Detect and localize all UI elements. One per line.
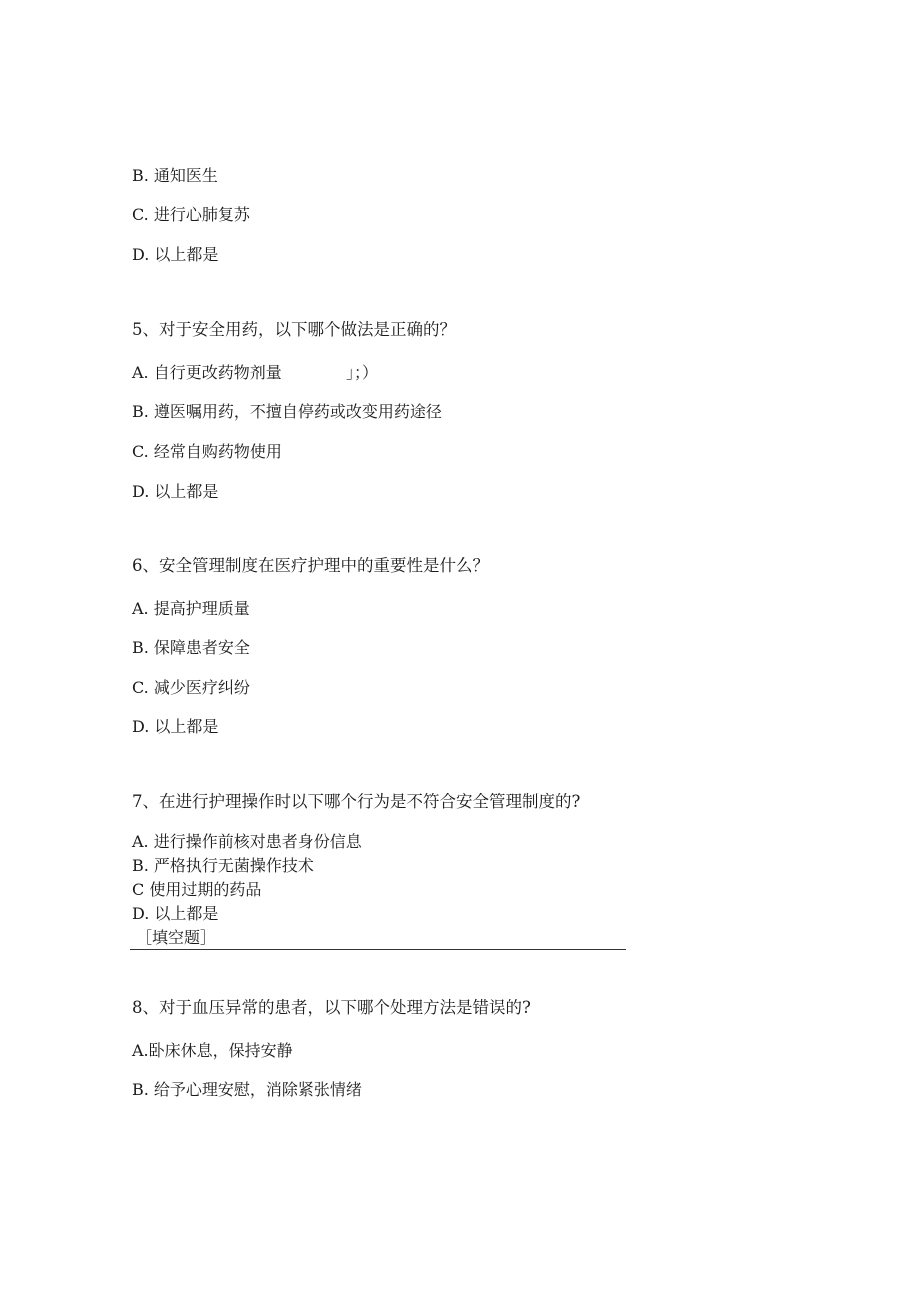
q7-option-a: A. 进行操作前核对患者身份信息 <box>132 832 362 851</box>
q4-option-c: C. 进行心肺复苏 <box>132 205 250 224</box>
q7-option-b: B. 严格执行无菌操作技术 <box>132 856 314 875</box>
q6-option-a: A. 提高护理质量 <box>132 599 250 618</box>
q5-option-b: B. 遵医嘱用药，不擅自停药或改变用药途径 <box>132 402 442 421</box>
q8-option-b: B. 给予心理安慰，消除紧张情绪 <box>132 1080 362 1099</box>
q5-option-a: A. 自行更改药物剂量 <box>132 363 282 382</box>
fill-answer-line[interactable] <box>130 949 626 950</box>
q7-question: 7、在进行护理操作时以下哪个行为是不符合安全管理制度的? <box>132 792 581 811</box>
q8-question: 8、对于血压异常的患者，以下哪个处理方法是错误的? <box>132 998 531 1017</box>
q5-option-d: D. 以上都是 <box>132 482 219 501</box>
q4-option-b: B. 通知医生 <box>132 166 218 185</box>
q6-option-b: B. 保障患者安全 <box>132 638 250 657</box>
q5-stray-marks: 」；） <box>346 363 379 382</box>
q7-fill-label: ［填空题］ <box>136 928 217 947</box>
q7-option-c: C 使用过期的药品 <box>132 880 262 899</box>
q5-question: 5、对于安全用药，以下哪个做法是正确的？ <box>132 320 456 339</box>
q8-option-a: A.卧床休息，保持安静 <box>132 1041 293 1060</box>
q5-option-c: C. 经常自购药物使用 <box>132 442 282 461</box>
q4-option-d: D. 以上都是 <box>132 245 219 264</box>
q6-option-c: C. 减少医疗纠纷 <box>132 678 250 697</box>
q7-option-d: D. 以上都是 <box>132 904 219 923</box>
q6-question: 6、安全管理制度在医疗护理中的重要性是什么？ <box>132 556 489 575</box>
q6-option-d: D. 以上都是 <box>132 717 219 736</box>
